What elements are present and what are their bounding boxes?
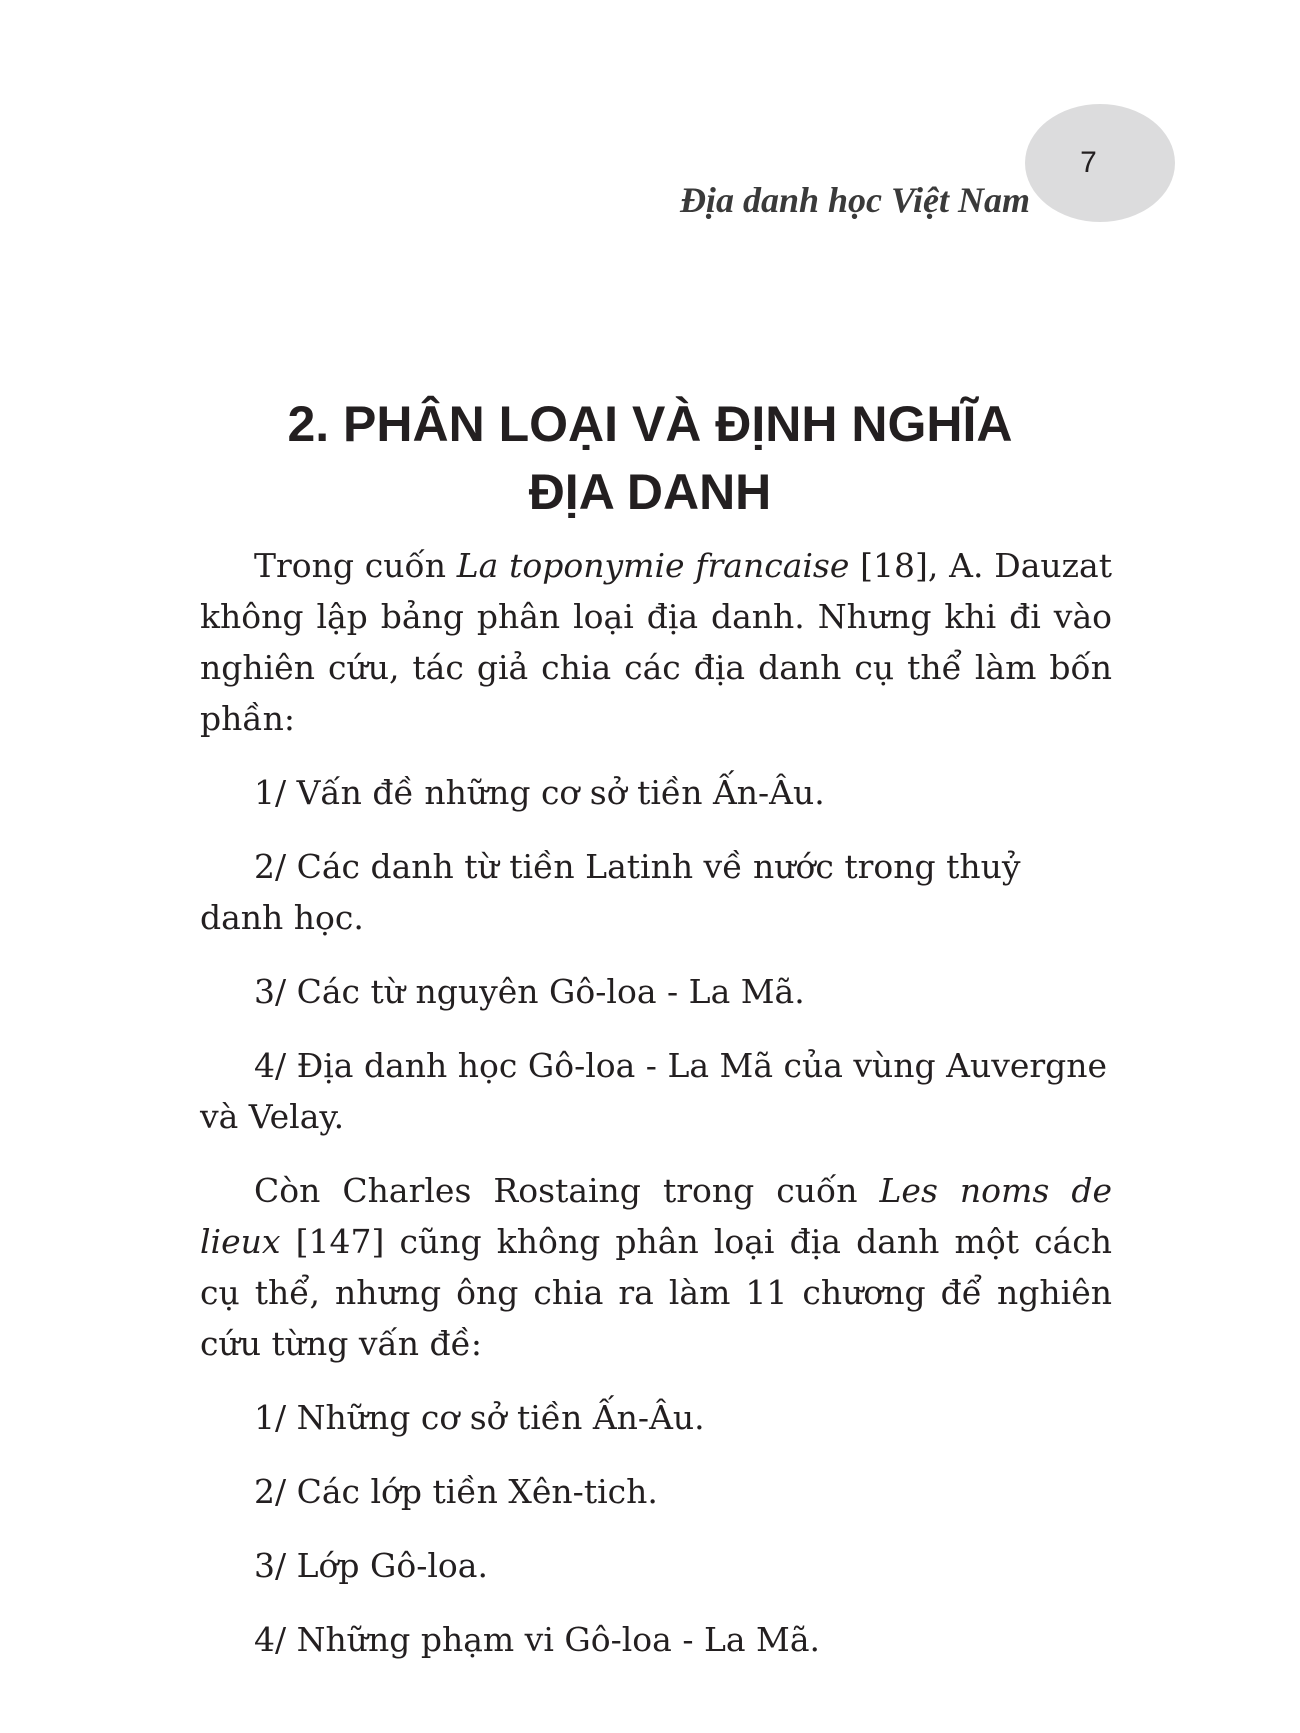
- list-item: 3/ Các từ nguyên Gô-loa - La Mã.: [254, 972, 805, 1011]
- book-title-noms-de-lieux: Les noms de lieux: [200, 1171, 1112, 1261]
- list-item: 2/ Các lớp tiền Xên-tich.: [254, 1472, 658, 1511]
- paragraph-rostaing: [200, 1165, 1112, 1369]
- paragraph-rostaing-after: [147] cũng không phân loại địa danh một cách cụ thể, nhưng ông chia ra làm 11 chương để nghiên cứu từng vấn đề:: [200, 1222, 1112, 1363]
- list-item: 2/ Các danh từ tiền Latinh về nước trong thuỷ danh học.: [200, 847, 1021, 937]
- book-title-toponymie: La toponymie francaise: [456, 546, 850, 585]
- paragraph-dauzat-before: Trong cuốn: [254, 546, 457, 585]
- chapter-heading: [200, 390, 1100, 526]
- list-item: 4/ Những phạm vi Gô-loa - La Mã.: [254, 1620, 821, 1659]
- paragraph-rostaing-before: Còn Charles Rostaing trong cuốn: [254, 1171, 880, 1210]
- page-number: 7: [1080, 146, 1097, 179]
- chapter-heading-line-2: ĐỊA DANH: [528, 464, 772, 520]
- list-item: 4/ Địa danh học Gô-loa - La Mã của vùng Auvergne và Velay.: [200, 1046, 1108, 1136]
- list-item: 1/ Những cơ sở tiền Ấn-Âu.: [254, 1398, 705, 1437]
- list-item: 1/ Vấn đề những cơ sở tiền Ấn-Âu.: [254, 773, 825, 812]
- paragraph-dauzat-after: [18], A. Dauzat không lập bảng phân loại địa danh. Nhưng khi đi vào nghiên cứu, tác giả chia các địa danh cụ thể làm bốn phần:: [200, 546, 1112, 738]
- body-text: [200, 540, 1112, 1688]
- paragraph-dauzat: [200, 540, 1112, 744]
- chapter-heading-line-1: 2. PHÂN LOẠI VÀ ĐỊNH NGHĨA: [287, 396, 1013, 452]
- running-title: Địa danh học Việt Nam: [679, 180, 1030, 220]
- list-item: 3/ Lớp Gô-loa.: [254, 1546, 488, 1585]
- page-number-badge: [1025, 104, 1175, 222]
